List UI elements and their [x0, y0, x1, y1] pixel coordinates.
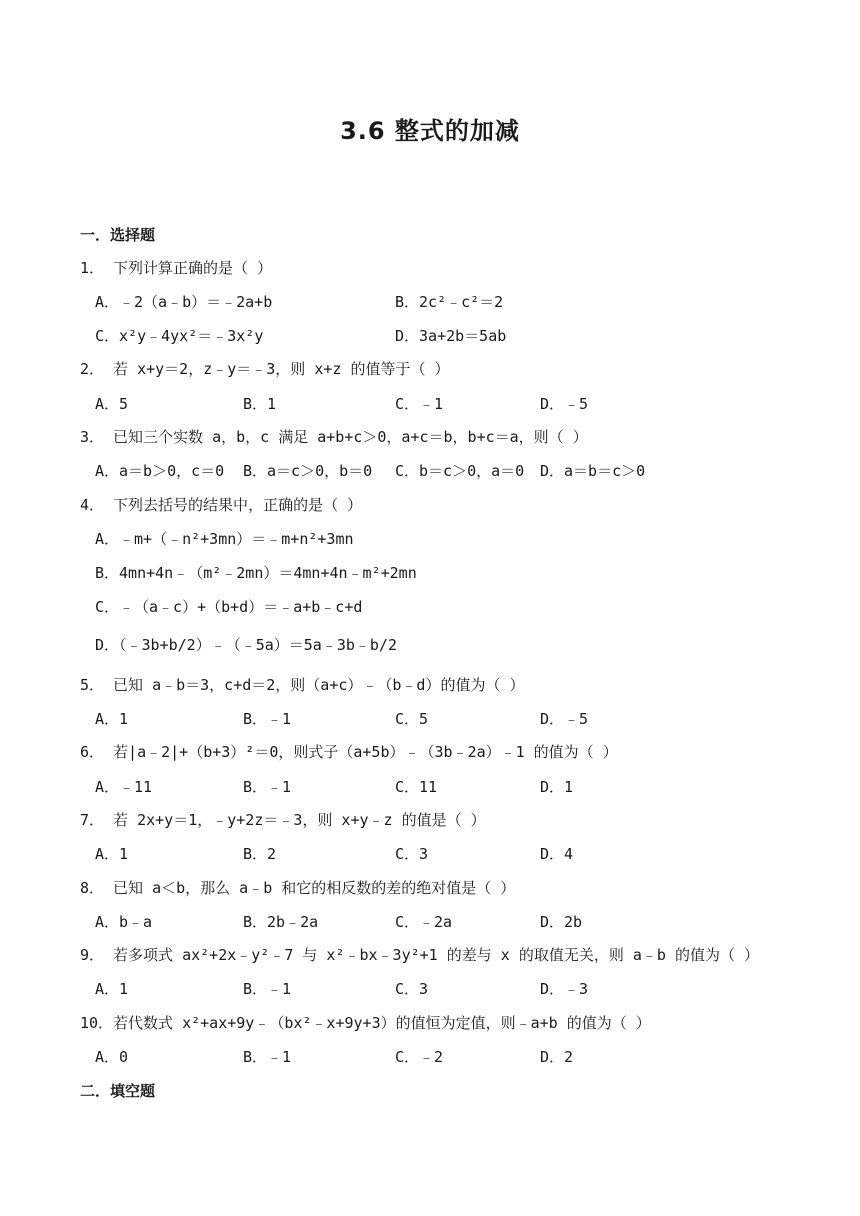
option-c: C．﹣（a﹣c）+（b+d）＝﹣a+b﹣c+d	[95, 598, 363, 616]
option-b: B．﹣1	[243, 710, 292, 728]
option-a: A．b﹣a	[95, 913, 153, 931]
option-a: A．a＝b＞0，c＝0	[95, 462, 225, 480]
option-c: C．3	[395, 980, 429, 998]
option-c: C．﹣1	[395, 395, 444, 413]
option-a: A．1	[95, 980, 129, 998]
option-d: D．﹣3	[540, 980, 589, 998]
question-stem: 5． 已知 a﹣b＝3，c+d＝2，则（a+c）﹣（b﹣d）的值为（ ）	[80, 676, 525, 694]
option-b: B．﹣1	[243, 980, 292, 998]
page-title: 3.6 整式的加减	[340, 117, 520, 145]
option-d: D．1	[540, 778, 574, 796]
question-stem: 1． 下列计算正确的是（ ）	[80, 259, 273, 277]
option-c: C．﹣2a	[395, 913, 453, 931]
option-b: B．﹣1	[243, 1048, 292, 1066]
option-c: C．x²y﹣4yx²＝﹣3x²y	[95, 327, 264, 345]
question-stem: 8． 已知 a＜b，那么 a﹣b 和它的相反数的差的绝对值是（ ）	[80, 879, 516, 897]
section-heading-choice: 一．选择题	[80, 226, 156, 244]
option-a: A．0	[95, 1048, 129, 1066]
question-stem: 6． 若|a﹣2|+（b+3）²＝0，则式子（a+5b）﹣（3b﹣2a）﹣1 的值为（ ）	[80, 743, 618, 761]
option-d: D．2b	[540, 913, 583, 931]
option-a: A．1	[95, 710, 129, 728]
option-d: D．3a+2b＝5ab	[395, 327, 507, 345]
option-a: A．1	[95, 845, 129, 863]
option-c: C．b＝c＞0，a＝0	[395, 462, 525, 480]
question-stem: 3． 已知三个实数 a，b，c 满足 a+b+c＞0，a+c＝b，b+c＝a，则（ ）	[80, 428, 588, 446]
question-stem: 9． 若多项式 ax²+2x﹣y²﹣7 与 x²﹣bx﹣3y²+1 的差与 x 的取值无关，则 a﹣b 的值为（ ）	[80, 946, 759, 964]
option-a: A．﹣2（a﹣b）＝﹣2a+b	[95, 293, 273, 311]
option-b: B．a＝c＞0，b＝0	[243, 462, 373, 480]
option-b: B．﹣1	[243, 778, 292, 796]
question-stem: 2． 若 x+y＝2，z﹣y＝﹣3，则 x+z 的值等于（ ）	[80, 360, 450, 378]
option-a: A．5	[95, 395, 129, 413]
option-c: C．11	[395, 778, 438, 796]
option-d: D．2	[540, 1048, 574, 1066]
option-c: C．5	[395, 710, 429, 728]
question-stem: 10．若代数式 x²+ax+9y﹣（bx²﹣x+9y+3）的值恒为定值，则﹣a+b 的值为（ ）	[80, 1014, 651, 1032]
option-b: B．2	[243, 845, 277, 863]
option-b: B．4mn+4n﹣（m²﹣2mn）＝4mn+4n﹣m²+2mn	[95, 564, 417, 582]
option-c: C．3	[395, 845, 429, 863]
option-b: B．2b﹣2a	[243, 913, 319, 931]
question-stem: 4． 下列去括号的结果中，正确的是（ ）	[80, 496, 363, 514]
option-d: D．﹣5	[540, 395, 589, 413]
option-b: B．2c²﹣c²＝2	[395, 293, 504, 311]
option-b: B．1	[243, 395, 277, 413]
option-d: D．（﹣3b+b/2）﹣（﹣5a）＝5a﹣3b﹣b/2	[95, 636, 397, 654]
option-a: A．﹣11	[95, 778, 153, 796]
section-heading-fill-blank: 二．填空题	[80, 1082, 156, 1100]
option-d: D．a＝b＝c＞0	[540, 462, 646, 480]
option-c: C．﹣2	[395, 1048, 444, 1066]
option-d: D．4	[540, 845, 574, 863]
question-stem: 7． 若 2x+y＝1，﹣y+2z＝﹣3，则 x+y﹣z 的值是（ ）	[80, 811, 486, 829]
option-a: A．﹣m+（﹣n²+3mn）＝﹣m+n²+3mn	[95, 530, 354, 548]
option-d: D．﹣5	[540, 710, 589, 728]
